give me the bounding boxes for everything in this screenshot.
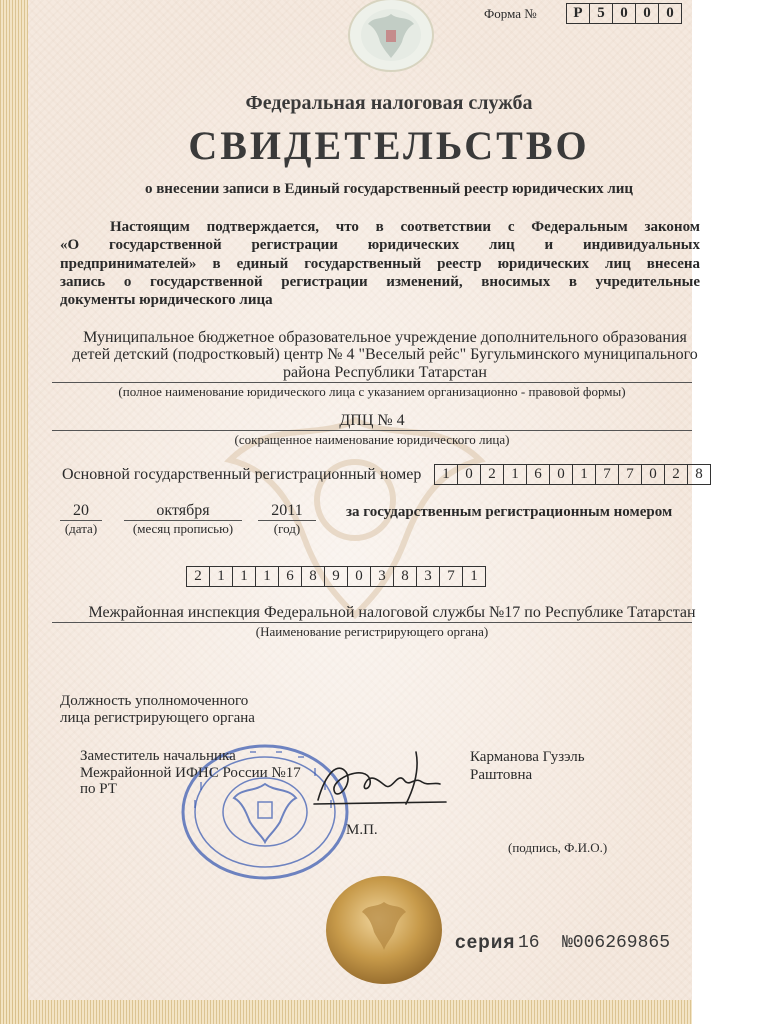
ogrn-digit: 2	[665, 465, 688, 484]
signer-line-2: Раштовна	[470, 767, 533, 783]
reg-number-label: за государственным регистрационным номером	[346, 504, 673, 520]
coat-of-arms-emblem	[346, 0, 436, 75]
date-year-caption: (год)	[273, 521, 301, 536]
grn-cells	[186, 566, 486, 587]
full-name-underline	[52, 382, 692, 383]
ogrn-digit: 2	[481, 465, 504, 484]
authority-name: Межрайонная инспекция Федеральной налоговой службы №17 по Республике Татарстан	[88, 604, 696, 621]
short-name-caption: (сокращенное наименование юридического лица)	[234, 432, 510, 447]
grn-digit: 3	[417, 567, 440, 586]
ogrn-digit: 7	[596, 465, 619, 484]
grn-digit: 2	[187, 567, 210, 586]
form-code-cell: 0	[636, 4, 659, 23]
hologram-seal	[324, 874, 444, 986]
entity-full-name-line-2: детей детский (подростковый) центр № 4 "Веселый рейс" Бугульминского муниципального	[72, 346, 698, 363]
ogrn-digit: 6	[527, 465, 550, 484]
ogrn-digit: 7	[619, 465, 642, 484]
certificate-subtitle: о внесении записи в Единый государственный реестр юридических лиц	[144, 181, 634, 197]
ogrn-cells	[434, 464, 711, 485]
ogrn-digit: 0	[642, 465, 665, 484]
signer-line-1: Карманова Гузэль	[470, 749, 585, 765]
date-year: 2011	[271, 502, 303, 519]
grn-digit: 1	[256, 567, 279, 586]
grn-digit: 8	[394, 567, 417, 586]
entity-full-name-line-1: Муниципальное бюджетное образовательное учреждение дополнительного образования	[83, 329, 687, 346]
grn-digit: 6	[279, 567, 302, 586]
grn-digit: 7	[440, 567, 463, 586]
series-value: 16	[518, 933, 540, 953]
grn-digit: 8	[302, 567, 325, 586]
form-number-label: Форма №	[484, 6, 537, 21]
ogrn-label: Основной государственный регистрационный номер	[62, 466, 422, 483]
intro-line-2: «О государственной регистрации юридических лиц и индивидуальных	[60, 237, 700, 253]
intro-line-3: предпринимателей» в единый государственный реестр юридических лиц внесена	[60, 256, 700, 272]
date-month: октября	[156, 502, 210, 519]
form-code-cell: Р	[567, 4, 590, 23]
short-name-underline	[52, 430, 692, 431]
intro-line-1: Настоящим подтверждается, что в соответствии с Федеральным законом	[110, 219, 700, 235]
grn-digit: 1	[233, 567, 256, 586]
grn-digit: 1	[470, 568, 478, 584]
form-code-cell: 5	[590, 4, 613, 23]
signature-caption: (подпись, Ф.И.О.)	[508, 840, 608, 855]
authority-underline	[52, 622, 692, 623]
ogrn-digit: 8	[695, 466, 703, 482]
agency-name: Федеральная налоговая служба	[245, 92, 533, 114]
grn-digit: 9	[325, 567, 348, 586]
grn-digit: 0	[348, 567, 371, 586]
full-name-caption: (полное наименование юридического лица с указанием организационно - правовой формы)	[118, 384, 626, 399]
ogrn-digit: 0	[458, 465, 481, 484]
entity-short-name: ДПЦ № 4	[339, 412, 405, 429]
form-code-cell: 0	[613, 4, 636, 23]
position-heading-line-2: лица регистрирующего органа	[60, 710, 255, 726]
date-day-caption: (дата)	[64, 521, 98, 536]
intro-line-5: документы юридического лица	[60, 292, 273, 308]
certificate-title: СВИДЕТЕЛЬСТВО	[188, 123, 590, 168]
stamp-place-label: М.П.	[346, 822, 378, 838]
form-number-cells	[566, 3, 682, 24]
form-code-cell: 0	[666, 5, 674, 21]
ogrn-digit: 1	[504, 465, 527, 484]
position-line-2: Межрайонной ИФНС России №17	[80, 765, 301, 781]
ogrn-digit: 1	[573, 465, 596, 484]
series-label: серия	[455, 932, 516, 953]
position-line-3: по РТ	[80, 781, 117, 797]
position-heading-line-1: Должность уполномоченного	[60, 693, 249, 709]
grn-digit: 3	[371, 567, 394, 586]
entity-full-name-line-3: района Республики Татарстан	[283, 364, 487, 381]
grn-digit: 1	[210, 567, 233, 586]
date-day: 20	[73, 502, 89, 519]
ogrn-digit: 1	[435, 465, 458, 484]
handwritten-signature	[306, 742, 456, 812]
intro-line-4: запись о государственной регистрации изменений, вносимых в учредительные	[60, 274, 700, 290]
authority-caption: (Наименование регистрирующего органа)	[255, 624, 489, 639]
ogrn-digit: 0	[550, 465, 573, 484]
bottom-border-ornament	[0, 1000, 692, 1024]
certificate-number: №006269865	[562, 933, 671, 953]
position-line-1: Заместитель начальника	[80, 748, 236, 764]
date-month-caption: (месяц прописью)	[132, 521, 234, 536]
